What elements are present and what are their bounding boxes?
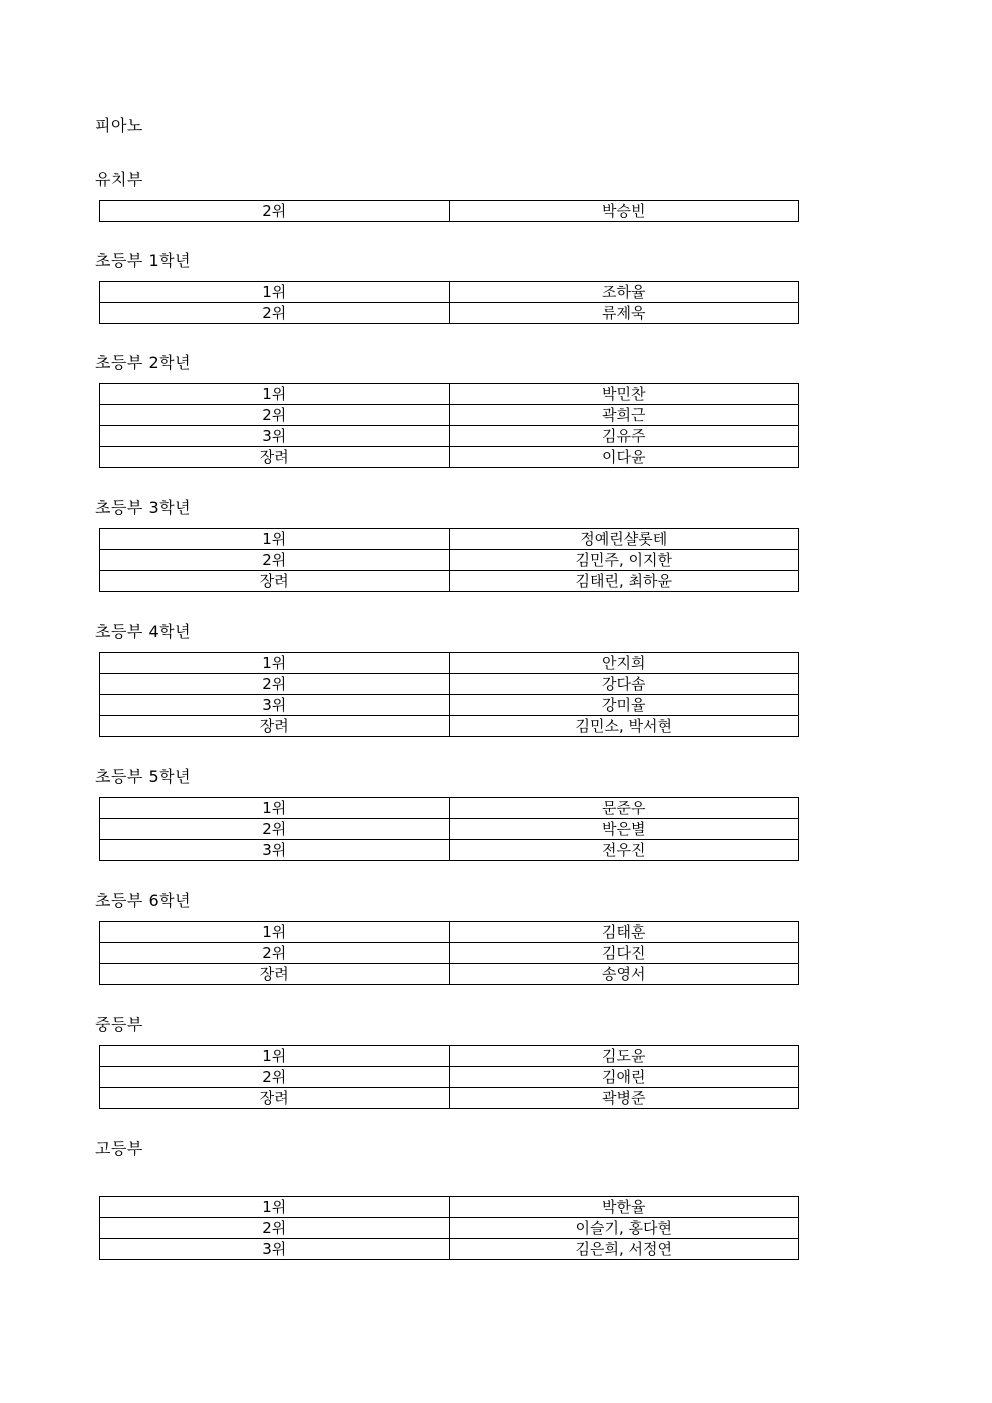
table-row — [100, 447, 799, 468]
table-row — [100, 1197, 799, 1218]
rank-cell: 2위 — [100, 1218, 450, 1239]
table-row — [100, 943, 799, 964]
rank-cell: 장려 — [100, 716, 450, 737]
rank-cell: 2위 — [100, 303, 450, 324]
table-row — [100, 201, 799, 222]
winner-name-cell: 김태훈 — [449, 922, 799, 943]
winner-name-cell: 문준우 — [449, 798, 799, 819]
table-row — [100, 819, 799, 840]
table-row — [100, 426, 799, 447]
table-row — [100, 964, 799, 985]
section-title: 중등부 — [95, 1015, 143, 1034]
rank-cell: 장려 — [100, 571, 450, 592]
winner-name-cell: 김민주, 이지한 — [449, 550, 799, 571]
winner-name-cell: 곽희근 — [449, 405, 799, 426]
table-row — [100, 922, 799, 943]
rank-cell: 2위 — [100, 550, 450, 571]
rank-cell: 2위 — [100, 943, 450, 964]
winner-name-cell: 정예린샬롯테 — [449, 529, 799, 550]
winner-name-cell: 이슬기, 홍다현 — [449, 1218, 799, 1239]
section-title: 초등부 6학년 — [95, 891, 192, 910]
winner-name-cell: 박은별 — [449, 819, 799, 840]
table-row — [100, 405, 799, 426]
winner-name-cell: 김애린 — [449, 1067, 799, 1088]
results-table — [99, 281, 799, 324]
rank-cell: 2위 — [100, 674, 450, 695]
rank-cell: 장려 — [100, 1088, 450, 1109]
winner-name-cell: 류제욱 — [449, 303, 799, 324]
table-row — [100, 798, 799, 819]
rank-cell: 1위 — [100, 653, 450, 674]
table-row — [100, 674, 799, 695]
table-row — [100, 550, 799, 571]
table-row — [100, 1067, 799, 1088]
page-title: 피아노 — [95, 116, 143, 135]
rank-cell: 2위 — [100, 405, 450, 426]
rank-cell: 1위 — [100, 922, 450, 943]
results-table — [99, 652, 799, 737]
rank-cell: 3위 — [100, 1239, 450, 1260]
winner-name-cell: 안지희 — [449, 653, 799, 674]
table-row — [100, 529, 799, 550]
results-table — [99, 1196, 799, 1260]
section-title: 고등부 — [95, 1139, 143, 1158]
section-title: 유치부 — [95, 170, 143, 189]
table-row — [100, 571, 799, 592]
table-row — [100, 1218, 799, 1239]
table-row — [100, 303, 799, 324]
rank-cell: 3위 — [100, 695, 450, 716]
section-title: 초등부 2학년 — [95, 353, 192, 372]
winner-name-cell: 박민찬 — [449, 384, 799, 405]
winner-name-cell: 김도윤 — [449, 1046, 799, 1067]
section-title: 초등부 5학년 — [95, 767, 192, 786]
table-row — [100, 695, 799, 716]
winner-name-cell: 김유주 — [449, 426, 799, 447]
table-row — [100, 384, 799, 405]
winner-name-cell: 강미율 — [449, 695, 799, 716]
results-table — [99, 200, 799, 222]
section-title: 초등부 4학년 — [95, 622, 192, 641]
winner-name-cell: 김다진 — [449, 943, 799, 964]
table-row — [100, 653, 799, 674]
results-table — [99, 797, 799, 861]
table-row — [100, 1088, 799, 1109]
rank-cell: 1위 — [100, 1197, 450, 1218]
winner-name-cell: 곽병준 — [449, 1088, 799, 1109]
table-row — [100, 1239, 799, 1260]
rank-cell: 1위 — [100, 798, 450, 819]
results-table — [99, 1045, 799, 1109]
rank-cell: 3위 — [100, 426, 450, 447]
rank-cell: 2위 — [100, 1067, 450, 1088]
results-table — [99, 921, 799, 985]
section-title: 초등부 3학년 — [95, 498, 192, 517]
table-row — [100, 1046, 799, 1067]
winner-name-cell: 강다솜 — [449, 674, 799, 695]
section-title: 초등부 1학년 — [95, 251, 192, 270]
table-row — [100, 716, 799, 737]
results-table — [99, 383, 799, 468]
rank-cell: 장려 — [100, 447, 450, 468]
winner-name-cell: 송영서 — [449, 964, 799, 985]
table-row — [100, 282, 799, 303]
rank-cell: 1위 — [100, 1046, 450, 1067]
rank-cell: 1위 — [100, 282, 450, 303]
table-row — [100, 840, 799, 861]
winner-name-cell: 전우진 — [449, 840, 799, 861]
rank-cell: 1위 — [100, 384, 450, 405]
winner-name-cell: 이다윤 — [449, 447, 799, 468]
rank-cell: 장려 — [100, 964, 450, 985]
winner-name-cell: 김은희, 서정연 — [449, 1239, 799, 1260]
rank-cell: 2위 — [100, 819, 450, 840]
rank-cell: 1위 — [100, 529, 450, 550]
winner-name-cell: 김민소, 박서현 — [449, 716, 799, 737]
winner-name-cell: 박한율 — [449, 1197, 799, 1218]
results-table — [99, 528, 799, 592]
winner-name-cell: 김태린, 최하윤 — [449, 571, 799, 592]
rank-cell: 3위 — [100, 840, 450, 861]
winner-name-cell: 조하율 — [449, 282, 799, 303]
winner-name-cell: 박승빈 — [449, 201, 799, 222]
rank-cell: 2위 — [100, 201, 450, 222]
